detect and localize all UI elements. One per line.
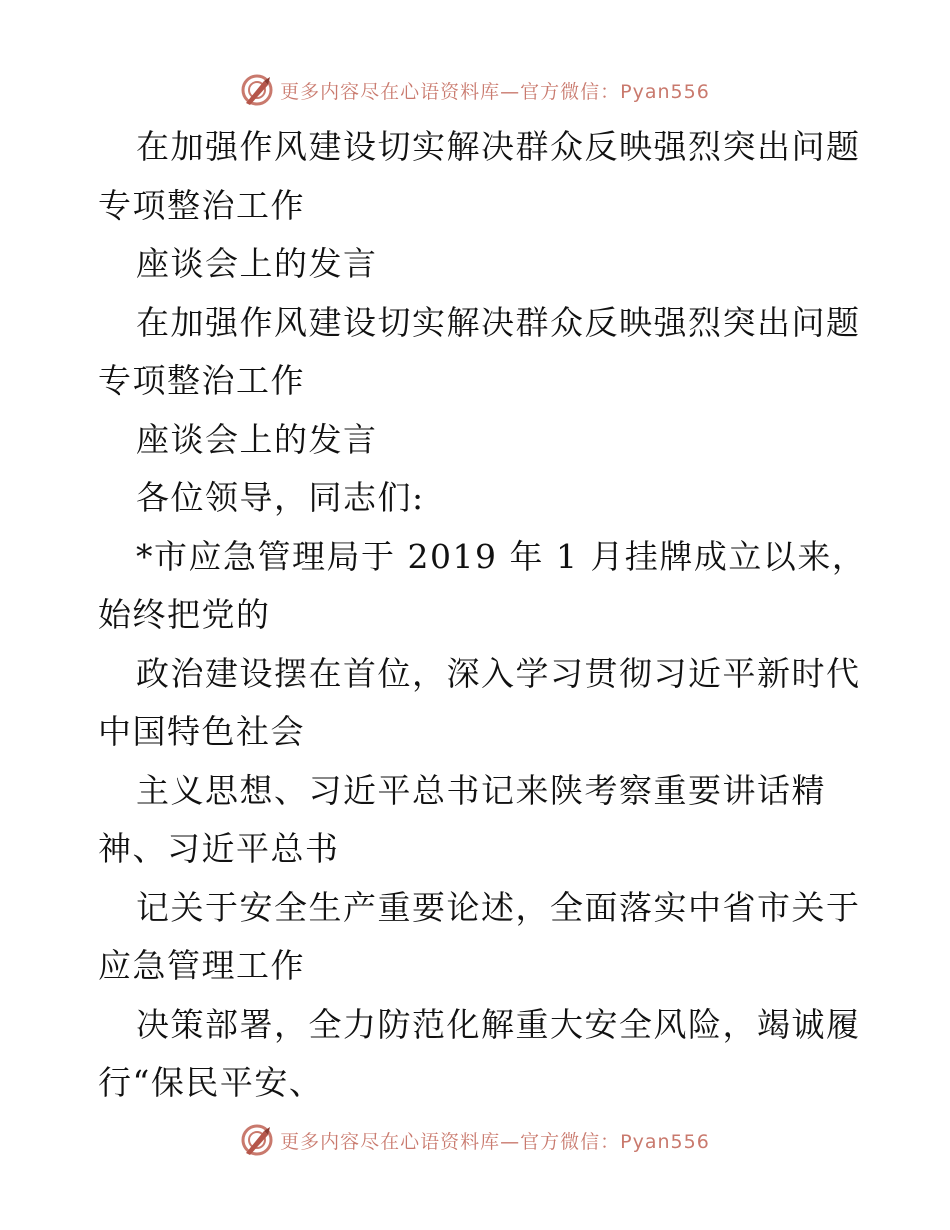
text-line: 记关于安全生产重要论述，全面落实中省市关于 (136, 887, 861, 927)
text-line: 专项整治工作 (98, 185, 305, 225)
text-line: 应急管理工作 (98, 946, 305, 985)
text-line: 座谈会上的发言 (136, 419, 378, 459)
text-line: 座谈会上的发言 (136, 244, 378, 283)
pen-logo-icon (240, 1123, 274, 1157)
text-line: 在加强作风建设切实解决群众反映强烈突出问题 (136, 127, 861, 166)
text-line: 政治建设摆在首位，深入学习贯彻习近平新时代 (136, 653, 861, 693)
watermark-text: 更多内容尽在心语资料库—官方微信：Pyan556 (280, 80, 710, 103)
text-line: 决策部署，全力防范化解重大安全风险，竭诚履 (136, 1004, 861, 1044)
watermark-text: 更多内容尽在心语资料库—官方微信：Pyan556 (280, 1130, 710, 1153)
text-line: *市应急管理局于 2019 年 1 月挂牌成立以来， (136, 536, 867, 576)
text-line: 神、习近平总书 (98, 829, 340, 868)
document-body (98, 118, 867, 1113)
text-line: 始终把党的 (98, 595, 271, 634)
text-line: 在加强作风建设切实解决群众反映强烈突出问题 (136, 302, 861, 342)
text-line: 中国特色社会 (98, 712, 305, 751)
text-line: 专项整治工作 (98, 361, 305, 400)
header-watermark (0, 70, 950, 110)
footer-watermark (0, 1120, 950, 1160)
pen-logo-icon (240, 73, 274, 107)
text-line: 各位领导，同志们: (136, 478, 425, 517)
text-line: 主义思想、习近平总书记来陕考察重要讲话精 (136, 770, 826, 810)
text-line: 行“保民平安、 (98, 1063, 324, 1102)
